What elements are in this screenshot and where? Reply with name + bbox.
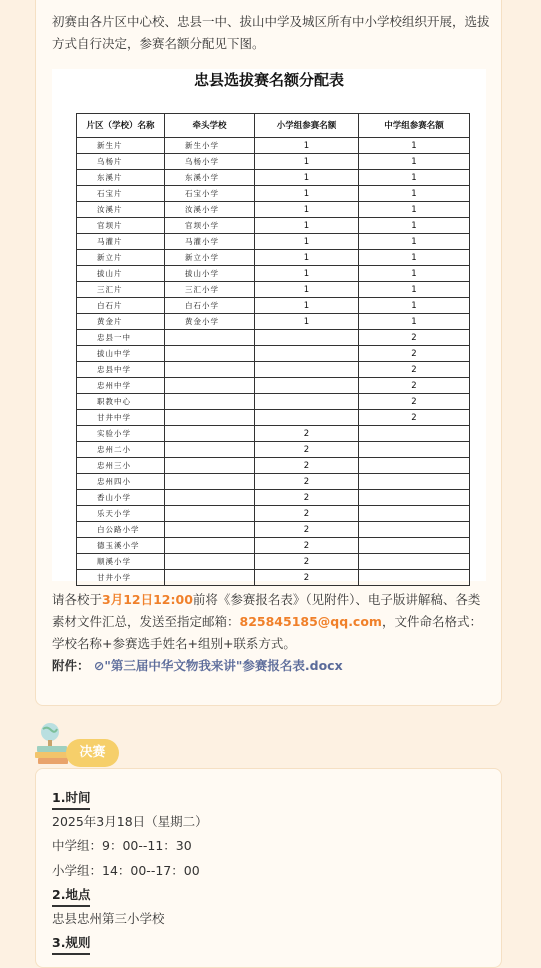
cell-district: 三汇片 [77,282,165,298]
cell-primary-quota: 1 [255,202,359,218]
cell-middle-quota: 1 [359,218,470,234]
section-time-title: 1.时间 [52,789,90,810]
table-row [77,570,470,586]
cell-primary-quota [255,410,359,426]
cell-primary-quota: 1 [255,186,359,202]
cell-middle-quota: 1 [359,266,470,282]
header-lead-school: 牵头学校 [165,114,255,138]
cell-lead-school [165,394,255,410]
cell-district: 乐天小学 [77,506,165,522]
cell-district: 甘井中学 [77,410,165,426]
cell-middle-quota [359,474,470,490]
cell-lead-school: 乌杨小学 [165,154,255,170]
cell-primary-quota: 1 [255,154,359,170]
quota-table-header-row [77,114,470,138]
cell-lead-school [165,330,255,346]
cell-middle-quota [359,506,470,522]
cell-middle-quota: 1 [359,170,470,186]
cell-district: 德玉溪小学 [77,538,165,554]
cell-district: 忠县中学 [77,362,165,378]
cell-middle-quota: 1 [359,202,470,218]
cell-district: 东溪片 [77,170,165,186]
cell-district: 石宝片 [77,186,165,202]
cell-middle-quota: 2 [359,362,470,378]
cell-primary-quota: 1 [255,314,359,330]
cell-primary-quota: 2 [255,442,359,458]
final-location: 忠县忠州第三小学校 [52,911,165,926]
cell-district: 忠县一中 [77,330,165,346]
cell-lead-school: 马灌小学 [165,234,255,250]
cell-lead-school: 黄金小学 [165,314,255,330]
table-row [77,298,470,314]
table-row [77,170,470,186]
cell-district: 顺溪小学 [77,554,165,570]
preliminary-card [35,0,502,706]
quota-table-body [77,138,470,586]
cell-lead-school: 汝溪小学 [165,202,255,218]
cell-middle-quota: 2 [359,330,470,346]
cell-district: 忠州三小 [77,458,165,474]
cell-district: 乌杨片 [77,154,165,170]
cell-lead-school [165,410,255,426]
cell-middle-quota: 1 [359,234,470,250]
cell-district: 新立片 [77,250,165,266]
cell-district: 黄金片 [77,314,165,330]
cell-middle-quota [359,570,470,586]
cell-lead-school [165,442,255,458]
deadline-suffix: ，文件命名格式：学校名称+参赛选手姓名+组别+联系方式。 [52,614,482,651]
cell-middle-quota [359,554,470,570]
cell-primary-quota: 2 [255,538,359,554]
cell-middle-quota [359,522,470,538]
header-middle-quota: 中学组参赛名额 [359,114,470,138]
cell-district: 拔山片 [77,266,165,282]
attachment-line [52,655,492,677]
cell-lead-school [165,554,255,570]
cell-primary-quota [255,394,359,410]
cell-primary-quota [255,346,359,362]
email-link[interactable]: 825845185@qq.com [239,614,382,629]
final-date: 2025年3月18日（星期二） [52,814,208,829]
cell-middle-quota: 1 [359,154,470,170]
cell-primary-quota: 2 [255,554,359,570]
cell-primary-quota: 1 [255,250,359,266]
quota-table-title: 忠县选拔赛名额分配表 [193,71,344,89]
cell-lead-school: 石宝小学 [165,186,255,202]
cell-district: 职教中心 [77,394,165,410]
cell-lead-school [165,522,255,538]
cell-primary-quota: 2 [255,458,359,474]
cell-primary-quota [255,362,359,378]
cell-district: 忠州四小 [77,474,165,490]
cell-lead-school: 三汇小学 [165,282,255,298]
deadline-middle: 前将《参赛报名表》（见附件）、电子版讲解稿、各类素材文件汇总，发送至指定邮箱： [52,592,481,629]
header-district: 片区（学校）名称 [77,114,165,138]
cell-lead-school [165,346,255,362]
final-round-tag: 决赛 [66,739,119,767]
cell-middle-quota: 1 [359,250,470,266]
cell-primary-quota: 2 [255,570,359,586]
table-row [77,522,470,538]
cell-primary-quota: 2 [255,490,359,506]
table-row [77,154,470,170]
cell-primary-quota: 2 [255,522,359,538]
cell-middle-quota [359,442,470,458]
header-primary-quota: 小学组参赛名额 [255,114,359,138]
cell-district: 忠州二小 [77,442,165,458]
cell-primary-quota: 1 [255,298,359,314]
table-row [77,490,470,506]
cell-middle-quota: 1 [359,282,470,298]
table-row [77,250,470,266]
table-row [77,538,470,554]
quota-table [76,113,470,586]
cell-middle-quota [359,490,470,506]
table-row [77,346,470,362]
cell-district: 马灌片 [77,234,165,250]
cell-district: 白公路小学 [77,522,165,538]
cell-primary-quota [255,330,359,346]
table-row [77,426,470,442]
table-row [77,218,470,234]
cell-lead-school [165,538,255,554]
quota-table-image [52,69,486,581]
cell-lead-school: 官坝小学 [165,218,255,234]
deadline-date: 3月12日12:00 [102,592,193,607]
deadline-prefix: 请各校于 [52,592,103,607]
cell-middle-quota [359,426,470,442]
paperclip-icon: ⊘ [93,658,105,673]
cell-district: 实验小学 [77,426,165,442]
cell-lead-school [165,506,255,522]
cell-primary-quota: 1 [255,218,359,234]
cell-primary-quota: 1 [255,266,359,282]
deadline-text [52,589,492,655]
table-row [77,474,470,490]
cell-district: 忠州中学 [77,378,165,394]
cell-district: 官坝片 [77,218,165,234]
cell-district: 香山小学 [77,490,165,506]
section-rules-title: 3.规则 [52,934,90,955]
cell-lead-school [165,570,255,586]
cell-lead-school [165,426,255,442]
table-row [77,506,470,522]
cell-middle-quota [359,458,470,474]
final-card [35,768,502,968]
cell-lead-school: 东溪小学 [165,170,255,186]
cell-lead-school [165,474,255,490]
cell-primary-quota: 2 [255,474,359,490]
cell-middle-quota: 2 [359,410,470,426]
table-row [77,186,470,202]
attachment-link[interactable] [94,658,343,673]
table-row [77,410,470,426]
middle-school-time: 中学组：9：00--11：30 [52,838,192,853]
cell-primary-quota: 1 [255,234,359,250]
intro-text: 初赛由各片区中心校、忠县一中、拔山中学及城区所有中小学校组织开展，选拔方式自行决定，参赛名额分配见下图。 [52,14,490,51]
cell-lead-school [165,458,255,474]
table-row [77,266,470,282]
cell-lead-school [165,362,255,378]
table-row [77,554,470,570]
cell-middle-quota: 1 [359,298,470,314]
attachment-label: 附件： [52,658,90,673]
table-row [77,202,470,218]
cell-middle-quota: 2 [359,346,470,362]
cell-district: 汝溪片 [77,202,165,218]
table-row [77,138,470,154]
cell-primary-quota: 1 [255,170,359,186]
cell-district: 新生片 [77,138,165,154]
cell-district: 拔山中学 [77,346,165,362]
table-row [77,330,470,346]
cell-primary-quota [255,378,359,394]
cell-middle-quota: 1 [359,186,470,202]
cell-district: 甘井小学 [77,570,165,586]
cell-lead-school: 新生小学 [165,138,255,154]
primary-school-time: 小学组：14：00--17：00 [52,863,200,878]
cell-lead-school [165,378,255,394]
cell-middle-quota: 2 [359,378,470,394]
attachment-link-text: "第三届中华文物我来讲"参赛报名表.docx [104,658,343,673]
cell-middle-quota: 1 [359,314,470,330]
table-row [77,362,470,378]
cell-middle-quota: 2 [359,394,470,410]
cell-lead-school: 白石小学 [165,298,255,314]
cell-lead-school: 拔山小学 [165,266,255,282]
table-row [77,234,470,250]
table-row [77,394,470,410]
cell-primary-quota: 1 [255,138,359,154]
cell-lead-school: 新立小学 [165,250,255,266]
table-row [77,282,470,298]
section-location-title: 2.地点 [52,886,90,907]
cell-lead-school [165,490,255,506]
table-row [77,378,470,394]
table-row [77,458,470,474]
table-row [77,314,470,330]
table-row [77,442,470,458]
cell-primary-quota: 2 [255,426,359,442]
cell-middle-quota: 1 [359,138,470,154]
cell-district: 白石片 [77,298,165,314]
cell-middle-quota [359,538,470,554]
cell-primary-quota: 2 [255,506,359,522]
cell-primary-quota: 1 [255,282,359,298]
